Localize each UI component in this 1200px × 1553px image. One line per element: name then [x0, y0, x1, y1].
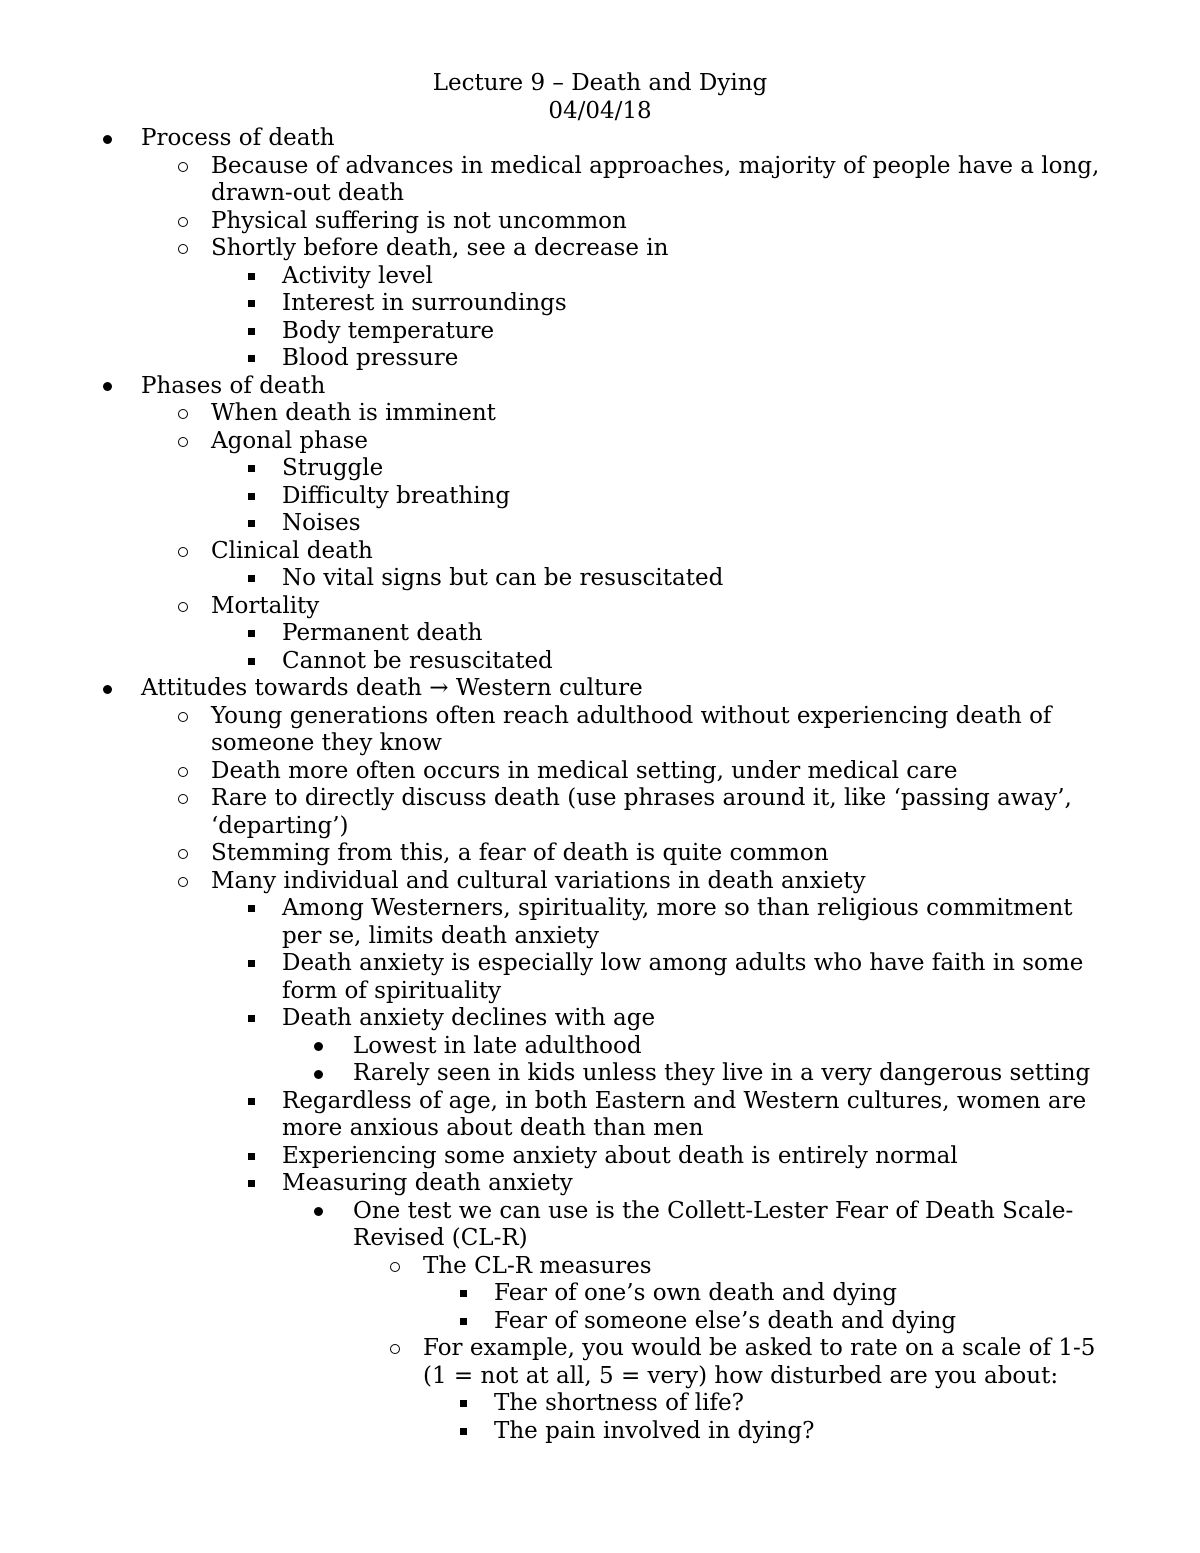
list-item: [0, 1088, 1200, 1143]
list-item-text: Cannot be resuscitated: [282, 647, 553, 674]
list-item-text: Rare to directly discuss death (use phrases around it, like ‘passing away’, ‘departing’): [211, 785, 1072, 839]
square-bullet-icon: [248, 510, 255, 538]
hollow-circle-bullet-icon: [178, 208, 188, 236]
square-bullet-icon: [248, 648, 255, 676]
hollow-circle-bullet-icon: [390, 1335, 400, 1363]
list-item-text: Interest in surroundings: [282, 290, 567, 316]
list-item: [0, 1418, 1200, 1446]
hollow-circle-bullet-icon: [178, 400, 188, 428]
list-item-text: Death anxiety is especially low among adults who have faith in some form of spirituality: [282, 950, 1084, 1004]
square-bullet-icon: [248, 895, 255, 923]
list-item: [0, 263, 1200, 291]
list-item: [0, 1390, 1200, 1418]
round-bullet-icon: [103, 125, 112, 153]
list-item: [0, 1253, 1200, 1281]
list-item: [0, 428, 1200, 456]
list-item-text: Difficulty breathing: [282, 482, 511, 509]
list-item: [0, 758, 1200, 786]
list-item: [0, 593, 1200, 621]
list-item: [0, 1335, 1200, 1390]
list-item-text: Measuring death anxiety: [282, 1170, 573, 1196]
list-item: [0, 1005, 1200, 1033]
list-item: [0, 510, 1200, 538]
list-item-text: Permanent death: [282, 620, 483, 646]
square-bullet-icon: [460, 1280, 467, 1308]
list-item-text: Blood pressure: [282, 345, 459, 371]
list-item-text: Process of death: [141, 125, 335, 151]
list-item-text: Body temperature: [282, 317, 495, 344]
square-bullet-icon: [248, 565, 255, 593]
list-item: [0, 648, 1200, 676]
list-item: [0, 538, 1200, 566]
list-item: [0, 1198, 1200, 1253]
list-item: [0, 785, 1200, 840]
round-bullet-icon: [103, 675, 112, 703]
list-item-text: One test we can use is the Collett-Lester Fear of Death Scale-Revised (CL-R): [353, 1197, 1074, 1251]
list-item-text: Noises: [282, 510, 361, 536]
square-bullet-icon: [248, 1170, 255, 1198]
hollow-circle-bullet-icon: [178, 703, 188, 731]
round-bullet-icon: [314, 1060, 323, 1088]
hollow-circle-bullet-icon: [178, 428, 188, 456]
list-item-text: Regardless of age, in both Eastern and Western cultures, women are more anxious about death than men: [282, 1087, 1087, 1141]
list-item-text: Death more often occurs in medical setting, under medical care: [211, 757, 958, 784]
list-item: [0, 1033, 1200, 1061]
hollow-circle-bullet-icon: [178, 593, 188, 621]
hollow-circle-bullet-icon: [178, 235, 188, 263]
list-item-text: Stemming from this, a fear of death is quite common: [211, 840, 829, 866]
list-item: [0, 840, 1200, 868]
square-bullet-icon: [248, 455, 255, 483]
list-item: [0, 455, 1200, 483]
hollow-circle-bullet-icon: [178, 758, 188, 786]
square-bullet-icon: [248, 620, 255, 648]
list-item: [0, 400, 1200, 428]
square-bullet-icon: [248, 290, 255, 318]
list-item: [0, 235, 1200, 263]
list-item-text: Lowest in late adulthood: [353, 1032, 642, 1059]
list-item-text: Young generations often reach adulthood without experiencing death of someone they know: [211, 702, 1052, 756]
list-item: [0, 125, 1200, 153]
list-item: [0, 565, 1200, 593]
list-item: [0, 1280, 1200, 1308]
list-item: [0, 895, 1200, 950]
list-item-text: When death is imminent: [211, 400, 496, 426]
list-item: [0, 1308, 1200, 1336]
list-item-text: Shortly before death, see a decrease in: [211, 235, 669, 261]
list-item-text: Many individual and cultural variations in death anxiety: [211, 867, 866, 894]
square-bullet-icon: [248, 1088, 255, 1116]
square-bullet-icon: [248, 263, 255, 291]
list-item: [0, 290, 1200, 318]
list-item: [0, 208, 1200, 236]
list-item: [0, 483, 1200, 511]
list-item: [0, 318, 1200, 346]
list-item-text: The pain involved in dying?: [494, 1417, 815, 1444]
hollow-circle-bullet-icon: [390, 1253, 400, 1281]
list-item: [0, 153, 1200, 208]
round-bullet-icon: [314, 1033, 323, 1061]
list-item-text: Agonal phase: [211, 427, 369, 454]
list-item-text: Attitudes towards death → Western culture: [141, 675, 643, 701]
list-item: [0, 675, 1200, 703]
list-item: [0, 1170, 1200, 1198]
square-bullet-icon: [460, 1308, 467, 1336]
round-bullet-icon: [103, 373, 112, 401]
list-item: [0, 703, 1200, 758]
list-item-text: Physical suffering is not uncommon: [211, 207, 627, 234]
square-bullet-icon: [460, 1390, 467, 1418]
list-item-text: Fear of someone else’s death and dying: [494, 1307, 957, 1334]
list-item-text: The CL-R measures: [423, 1252, 652, 1279]
list-item-text: Clinical death: [211, 537, 373, 564]
list-item-text: Fear of one’s own death and dying: [494, 1280, 897, 1306]
square-bullet-icon: [248, 483, 255, 511]
list-item-text: Activity level: [282, 262, 433, 289]
hollow-circle-bullet-icon: [178, 868, 188, 896]
list-item-text: Among Westerners, spirituality, more so than religious commitment per se, limits death anxiety: [282, 895, 1073, 949]
hollow-circle-bullet-icon: [178, 538, 188, 566]
square-bullet-icon: [248, 950, 255, 978]
round-bullet-icon: [314, 1198, 323, 1226]
square-bullet-icon: [248, 1005, 255, 1033]
list-item-text: For example, you would be asked to rate on a scale of 1-5 (1 = not at all, 5 = very) how disturbed are you about:: [423, 1335, 1096, 1389]
list-item-text: Rarely seen in kids unless they live in a very dangerous setting: [353, 1060, 1091, 1086]
document-title: Lecture 9 – Death and Dying: [432, 70, 768, 96]
list-item: [0, 950, 1200, 1005]
document-date: 04/04/18: [548, 97, 652, 124]
list-item-text: Phases of death: [141, 372, 326, 399]
square-bullet-icon: [248, 318, 255, 346]
list-item: [0, 868, 1200, 896]
list-item-text: No vital signs but can be resuscitated: [282, 565, 724, 591]
list-item-text: Because of advances in medical approaches, majority of people have a long, drawn-out death: [211, 152, 1100, 206]
list-item: [0, 1143, 1200, 1171]
list-item: [0, 1060, 1200, 1088]
square-bullet-icon: [460, 1418, 467, 1446]
square-bullet-icon: [248, 1143, 255, 1171]
hollow-circle-bullet-icon: [178, 785, 188, 813]
list-item-text: The shortness of life?: [494, 1390, 744, 1416]
hollow-circle-bullet-icon: [178, 840, 188, 868]
notes-list: [0, 125, 1200, 1445]
list-item: [0, 345, 1200, 373]
hollow-circle-bullet-icon: [178, 153, 188, 181]
list-item: [0, 620, 1200, 648]
list-item-text: Experiencing some anxiety about death is entirely normal: [282, 1142, 958, 1169]
list-item-text: Mortality: [211, 592, 320, 619]
list-item-text: Struggle: [282, 455, 384, 481]
square-bullet-icon: [248, 345, 255, 373]
list-item-text: Death anxiety declines with age: [282, 1005, 656, 1031]
list-item: [0, 373, 1200, 401]
